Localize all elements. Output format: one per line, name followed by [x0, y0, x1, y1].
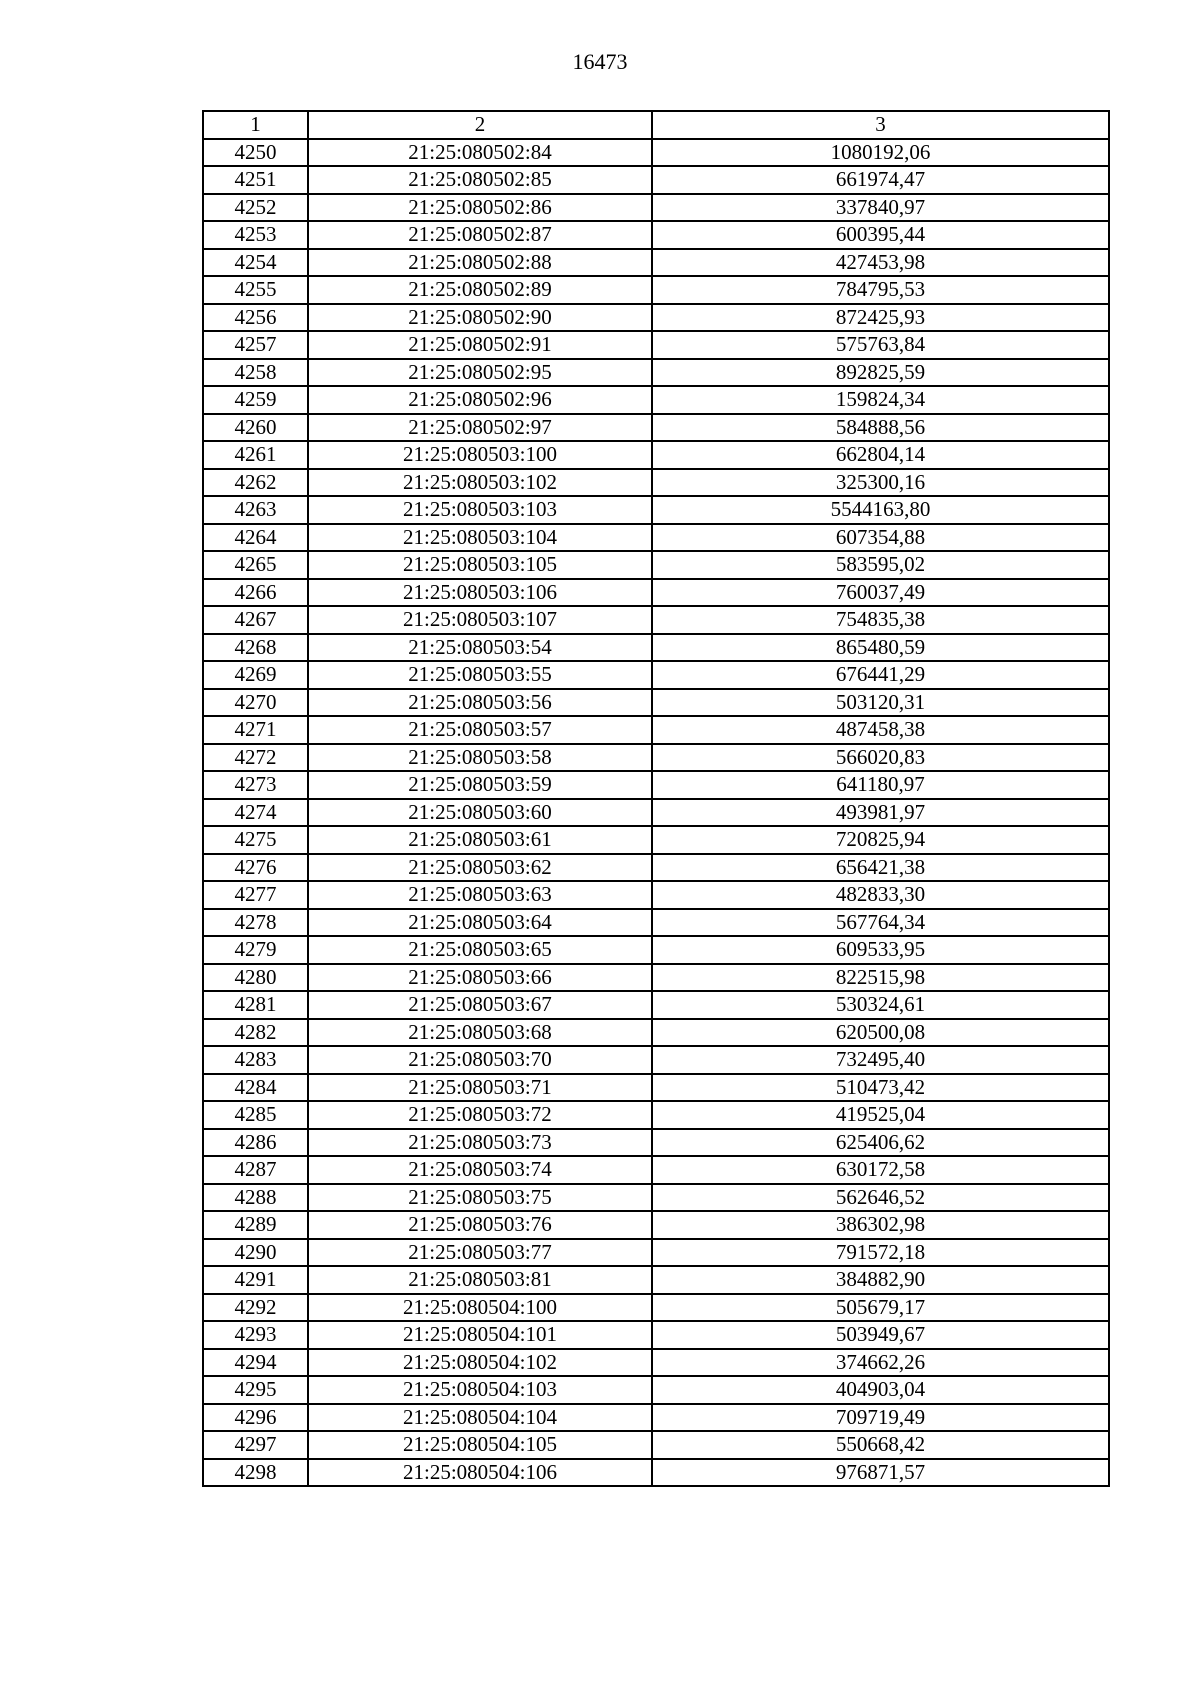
table-row: [203, 1156, 1109, 1184]
column-header-1: 1: [203, 111, 308, 139]
table-row: [203, 1404, 1109, 1432]
row-number-cell: 4276: [203, 854, 308, 882]
cadastral-value-cell: 607354,88: [652, 524, 1109, 552]
table-body: [203, 139, 1109, 1487]
cadastral-value-cell: 419525,04: [652, 1101, 1109, 1129]
row-number-cell: 4254: [203, 249, 308, 277]
table-row: [203, 936, 1109, 964]
cadastral-value-cell: 566020,83: [652, 744, 1109, 772]
cadastral-value-cell: 676441,29: [652, 661, 1109, 689]
table-row: [203, 496, 1109, 524]
row-number-cell: 4255: [203, 276, 308, 304]
cadastral-number-cell: 21:25:080502:90: [308, 304, 652, 332]
row-number-cell: 4264: [203, 524, 308, 552]
row-number-cell: 4282: [203, 1019, 308, 1047]
cadastral-number-cell: 21:25:080503:74: [308, 1156, 652, 1184]
row-number-cell: 4296: [203, 1404, 308, 1432]
cadastral-value-cell: 5544163,80: [652, 496, 1109, 524]
row-number-cell: 4252: [203, 194, 308, 222]
cadastral-value-cell: 656421,38: [652, 854, 1109, 882]
cadastral-value-cell: 641180,97: [652, 771, 1109, 799]
cadastral-value-cell: 625406,62: [652, 1129, 1109, 1157]
cadastral-value-cell: 609533,95: [652, 936, 1109, 964]
table-row: [203, 661, 1109, 689]
row-number-cell: 4283: [203, 1046, 308, 1074]
table-row: [203, 359, 1109, 387]
cadastral-number-cell: 21:25:080503:56: [308, 689, 652, 717]
cadastral-value-cell: 892825,59: [652, 359, 1109, 387]
cadastral-value-cell: 575763,84: [652, 331, 1109, 359]
cadastral-number-cell: 21:25:080503:59: [308, 771, 652, 799]
table-row: [203, 1349, 1109, 1377]
table-row: [203, 854, 1109, 882]
cadastral-value-cell: 620500,08: [652, 1019, 1109, 1047]
cadastral-value-cell: 510473,42: [652, 1074, 1109, 1102]
table-row: [203, 441, 1109, 469]
cadastral-value-cell: 493981,97: [652, 799, 1109, 827]
cadastral-value-cell: 872425,93: [652, 304, 1109, 332]
cadastral-value-cell: 404903,04: [652, 1376, 1109, 1404]
cadastral-number-cell: 21:25:080503:70: [308, 1046, 652, 1074]
row-number-cell: 4274: [203, 799, 308, 827]
cadastral-number-cell: 21:25:080502:96: [308, 386, 652, 414]
table-row: [203, 386, 1109, 414]
table-row: [203, 304, 1109, 332]
cadastral-number-cell: 21:25:080503:106: [308, 579, 652, 607]
cadastral-number-cell: 21:25:080503:72: [308, 1101, 652, 1129]
cadastral-value-cell: 600395,44: [652, 221, 1109, 249]
table-row: [203, 166, 1109, 194]
cadastral-value-cell: 661974,47: [652, 166, 1109, 194]
cadastral-number-cell: 21:25:080503:57: [308, 716, 652, 744]
cadastral-value-cell: 384882,90: [652, 1266, 1109, 1294]
cadastral-value-cell: 386302,98: [652, 1211, 1109, 1239]
cadastral-number-cell: 21:25:080502:84: [308, 139, 652, 167]
cadastral-number-cell: 21:25:080504:102: [308, 1349, 652, 1377]
table-row: [203, 221, 1109, 249]
cadastral-number-cell: 21:25:080502:88: [308, 249, 652, 277]
table-row: [203, 826, 1109, 854]
table-row: [203, 139, 1109, 167]
table-row: [203, 881, 1109, 909]
cadastral-number-cell: 21:25:080503:55: [308, 661, 652, 689]
table-row: [203, 194, 1109, 222]
table-row: [203, 1321, 1109, 1349]
table-row: [203, 716, 1109, 744]
row-number-cell: 4294: [203, 1349, 308, 1377]
row-number-cell: 4288: [203, 1184, 308, 1212]
table-row: [203, 1266, 1109, 1294]
row-number-cell: 4297: [203, 1431, 308, 1459]
row-number-cell: 4266: [203, 579, 308, 607]
cadastral-number-cell: 21:25:080502:97: [308, 414, 652, 442]
table-row: [203, 1294, 1109, 1322]
cadastral-value-cell: 530324,61: [652, 991, 1109, 1019]
cadastral-number-cell: 21:25:080503:71: [308, 1074, 652, 1102]
cadastral-number-cell: 21:25:080503:76: [308, 1211, 652, 1239]
cadastral-number-cell: 21:25:080503:104: [308, 524, 652, 552]
table-row: [203, 249, 1109, 277]
cadastral-value-cell: 754835,38: [652, 606, 1109, 634]
row-number-cell: 4275: [203, 826, 308, 854]
cadastral-value-table: [202, 110, 1110, 1487]
cadastral-value-cell: 503949,67: [652, 1321, 1109, 1349]
cadastral-number-cell: 21:25:080503:77: [308, 1239, 652, 1267]
row-number-cell: 4291: [203, 1266, 308, 1294]
cadastral-value-cell: 482833,30: [652, 881, 1109, 909]
row-number-cell: 4295: [203, 1376, 308, 1404]
cadastral-value-cell: 709719,49: [652, 1404, 1109, 1432]
cadastral-value-cell: 427453,98: [652, 249, 1109, 277]
row-number-cell: 4253: [203, 221, 308, 249]
cadastral-number-cell: 21:25:080503:107: [308, 606, 652, 634]
table-row: [203, 799, 1109, 827]
cadastral-number-cell: 21:25:080502:87: [308, 221, 652, 249]
cadastral-value-cell: 791572,18: [652, 1239, 1109, 1267]
row-number-cell: 4259: [203, 386, 308, 414]
cadastral-number-cell: 21:25:080504:106: [308, 1459, 652, 1487]
cadastral-number-cell: 21:25:080503:67: [308, 991, 652, 1019]
cadastral-number-cell: 21:25:080503:66: [308, 964, 652, 992]
table-header: [203, 111, 1109, 139]
row-number-cell: 4257: [203, 331, 308, 359]
cadastral-value-cell: 567764,34: [652, 909, 1109, 937]
cadastral-number-cell: 21:25:080502:85: [308, 166, 652, 194]
row-number-cell: 4265: [203, 551, 308, 579]
cadastral-number-cell: 21:25:080504:100: [308, 1294, 652, 1322]
table-row: [203, 991, 1109, 1019]
row-number-cell: 4287: [203, 1156, 308, 1184]
cadastral-value-cell: 583595,02: [652, 551, 1109, 579]
table-row: [203, 414, 1109, 442]
cadastral-number-cell: 21:25:080503:68: [308, 1019, 652, 1047]
table-row: [203, 1046, 1109, 1074]
table-row: [203, 689, 1109, 717]
cadastral-number-cell: 21:25:080503:64: [308, 909, 652, 937]
row-number-cell: 4281: [203, 991, 308, 1019]
cadastral-value-cell: 1080192,06: [652, 139, 1109, 167]
row-number-cell: 4263: [203, 496, 308, 524]
table-row: [203, 1211, 1109, 1239]
row-number-cell: 4260: [203, 414, 308, 442]
row-number-cell: 4269: [203, 661, 308, 689]
cadastral-number-cell: 21:25:080502:89: [308, 276, 652, 304]
table-row: [203, 331, 1109, 359]
table-row: [203, 276, 1109, 304]
table-row: [203, 964, 1109, 992]
cadastral-number-cell: 21:25:080503:62: [308, 854, 652, 882]
table-header-row: [203, 111, 1109, 139]
row-number-cell: 4279: [203, 936, 308, 964]
table-row: [203, 634, 1109, 662]
row-number-cell: 4256: [203, 304, 308, 332]
row-number-cell: 4292: [203, 1294, 308, 1322]
row-number-cell: 4277: [203, 881, 308, 909]
row-number-cell: 4298: [203, 1459, 308, 1487]
table-row: [203, 1459, 1109, 1487]
cadastral-number-cell: 21:25:080504:105: [308, 1431, 652, 1459]
cadastral-number-cell: 21:25:080503:105: [308, 551, 652, 579]
table-row: [203, 1376, 1109, 1404]
cadastral-number-cell: 21:25:080502:91: [308, 331, 652, 359]
table-row: [203, 469, 1109, 497]
cadastral-value-cell: 505679,17: [652, 1294, 1109, 1322]
cadastral-number-cell: 21:25:080503:54: [308, 634, 652, 662]
table-row: [203, 1019, 1109, 1047]
row-number-cell: 4272: [203, 744, 308, 772]
table-row: [203, 909, 1109, 937]
cadastral-value-cell: 822515,98: [652, 964, 1109, 992]
cadastral-number-cell: 21:25:080503:102: [308, 469, 652, 497]
table-row: [203, 744, 1109, 772]
cadastral-number-cell: 21:25:080503:100: [308, 441, 652, 469]
column-header-2: 2: [308, 111, 652, 139]
cadastral-value-cell: 503120,31: [652, 689, 1109, 717]
row-number-cell: 4262: [203, 469, 308, 497]
row-number-cell: 4261: [203, 441, 308, 469]
cadastral-value-cell: 550668,42: [652, 1431, 1109, 1459]
table-row: [203, 1074, 1109, 1102]
cadastral-value-cell: 487458,38: [652, 716, 1109, 744]
cadastral-number-cell: 21:25:080504:103: [308, 1376, 652, 1404]
cadastral-value-cell: 760037,49: [652, 579, 1109, 607]
row-number-cell: 4258: [203, 359, 308, 387]
cadastral-number-cell: 21:25:080503:60: [308, 799, 652, 827]
cadastral-value-cell: 732495,40: [652, 1046, 1109, 1074]
cadastral-value-cell: 865480,59: [652, 634, 1109, 662]
table-row: [203, 606, 1109, 634]
cadastral-value-cell: 159824,34: [652, 386, 1109, 414]
cadastral-number-cell: 21:25:080503:81: [308, 1266, 652, 1294]
cadastral-number-cell: 21:25:080503:61: [308, 826, 652, 854]
cadastral-number-cell: 21:25:080502:95: [308, 359, 652, 387]
cadastral-value-cell: 784795,53: [652, 276, 1109, 304]
row-number-cell: 4270: [203, 689, 308, 717]
cadastral-value-cell: 374662,26: [652, 1349, 1109, 1377]
cadastral-value-cell: 720825,94: [652, 826, 1109, 854]
row-number-cell: 4286: [203, 1129, 308, 1157]
cadastral-value-cell: 562646,52: [652, 1184, 1109, 1212]
row-number-cell: 4273: [203, 771, 308, 799]
table-row: [203, 551, 1109, 579]
row-number-cell: 4284: [203, 1074, 308, 1102]
cadastral-number-cell: 21:25:080503:58: [308, 744, 652, 772]
cadastral-number-cell: 21:25:080504:104: [308, 1404, 652, 1432]
row-number-cell: 4290: [203, 1239, 308, 1267]
cadastral-value-cell: 325300,16: [652, 469, 1109, 497]
cadastral-value-cell: 584888,56: [652, 414, 1109, 442]
cadastral-value-cell: 630172,58: [652, 1156, 1109, 1184]
row-number-cell: 4278: [203, 909, 308, 937]
row-number-cell: 4280: [203, 964, 308, 992]
cadastral-number-cell: 21:25:080503:65: [308, 936, 652, 964]
row-number-cell: 4268: [203, 634, 308, 662]
cadastral-number-cell: 21:25:080502:86: [308, 194, 652, 222]
row-number-cell: 4251: [203, 166, 308, 194]
cadastral-number-cell: 21:25:080503:63: [308, 881, 652, 909]
row-number-cell: 4289: [203, 1211, 308, 1239]
cadastral-number-cell: 21:25:080503:75: [308, 1184, 652, 1212]
table-row: [203, 1184, 1109, 1212]
table-row: [203, 524, 1109, 552]
column-header-3: 3: [652, 111, 1109, 139]
cadastral-number-cell: 21:25:080503:103: [308, 496, 652, 524]
row-number-cell: 4285: [203, 1101, 308, 1129]
row-number-cell: 4250: [203, 139, 308, 167]
table-row: [203, 1431, 1109, 1459]
row-number-cell: 4293: [203, 1321, 308, 1349]
cadastral-value-cell: 662804,14: [652, 441, 1109, 469]
cadastral-number-cell: 21:25:080504:101: [308, 1321, 652, 1349]
table-row: [203, 1101, 1109, 1129]
row-number-cell: 4267: [203, 606, 308, 634]
cadastral-number-cell: 21:25:080503:73: [308, 1129, 652, 1157]
table-row: [203, 1129, 1109, 1157]
page-number: 16473: [572, 49, 628, 74]
row-number-cell: 4271: [203, 716, 308, 744]
table-row: [203, 771, 1109, 799]
table-row: [203, 579, 1109, 607]
cadastral-value-cell: 976871,57: [652, 1459, 1109, 1487]
table-row: [203, 1239, 1109, 1267]
cadastral-value-cell: 337840,97: [652, 194, 1109, 222]
